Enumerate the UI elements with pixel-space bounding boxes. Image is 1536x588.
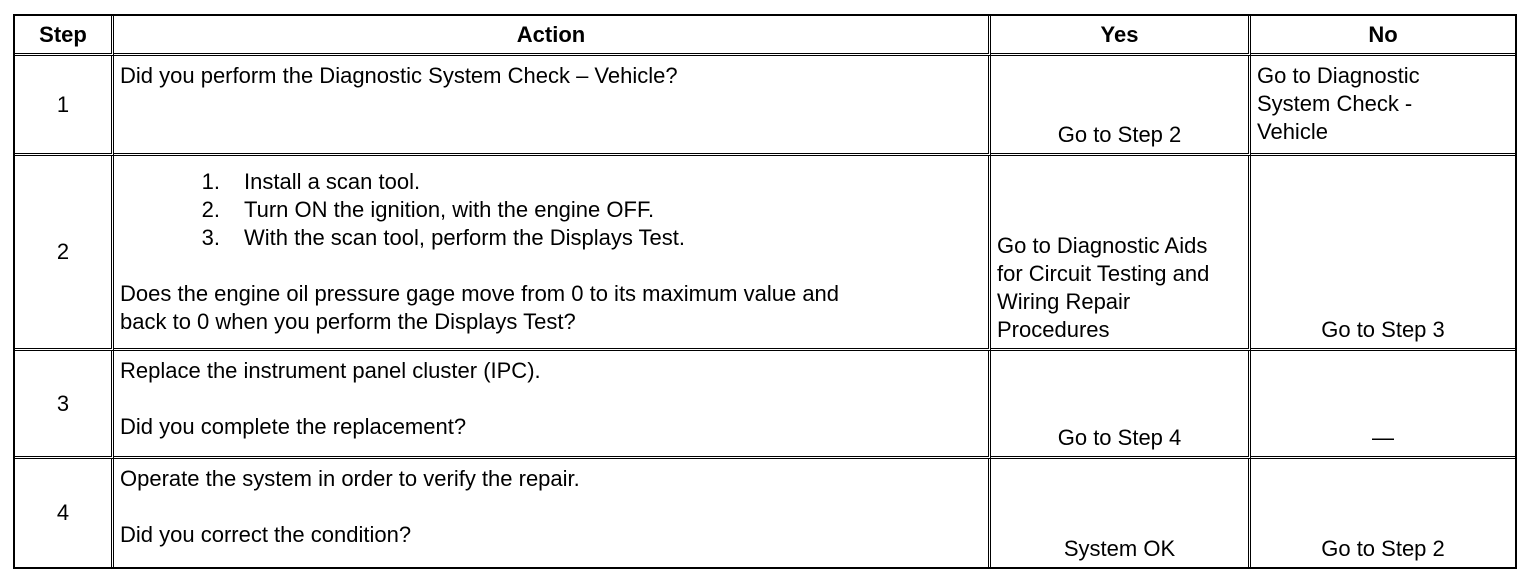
- yes-result-line: Wiring Repair: [997, 289, 1131, 314]
- spacer: [120, 252, 982, 280]
- list-item-number: 3.: [201, 225, 220, 250]
- action-cell: [114, 156, 991, 351]
- yes-result: Go to Step 2: [1057, 122, 1182, 147]
- no-result: Go to Step 2: [1321, 536, 1445, 561]
- no-result-line: Go to Diagnostic: [1257, 63, 1420, 88]
- diagnostic-table: [13, 14, 1517, 569]
- yes-result: Go to Step 4: [1057, 425, 1182, 450]
- yes-result-line: for Circuit Testing and: [997, 261, 1210, 286]
- no-result: [1257, 62, 1511, 146]
- action-question: Did you complete the replacement?: [120, 414, 467, 439]
- action-question-line: Does the engine oil pressure gage move from 0 to its maximum value and: [120, 281, 840, 306]
- action-cell: [114, 459, 991, 567]
- list-item: [120, 224, 982, 252]
- no-cell: [1251, 56, 1515, 156]
- header-yes: Yes: [991, 16, 1251, 56]
- table-row-step-2: [15, 156, 1515, 351]
- table-row-step-4: [15, 459, 1515, 567]
- list-item-text: Turn ON the ignition, with the engine OFF.: [244, 197, 655, 222]
- header-no: No: [1251, 16, 1515, 56]
- list-item-number: 2.: [201, 197, 220, 222]
- action-instruction: Operate the system in order to verify the repair.: [120, 466, 580, 491]
- no-result: —: [1372, 425, 1394, 450]
- list-item: [120, 196, 982, 224]
- table-row-step-3: [15, 351, 1515, 459]
- list-item-number: 1.: [201, 169, 220, 194]
- header-row: [15, 16, 1515, 56]
- action-question-line: back to 0 when you perform the Displays Test?: [120, 309, 576, 334]
- list-item-text: With the scan tool, perform the Displays Test.: [244, 225, 685, 250]
- step-number: 3: [15, 351, 114, 459]
- yes-cell: [991, 351, 1251, 459]
- no-cell: [1251, 351, 1515, 459]
- action-steps-list: [120, 168, 982, 252]
- yes-result: [997, 232, 1244, 344]
- table-row-step-1: [15, 56, 1515, 156]
- header-action: Action: [114, 16, 991, 56]
- list-item-text: Install a scan tool.: [244, 169, 421, 194]
- yes-result: System OK: [1063, 536, 1176, 561]
- action-instruction: Replace the instrument panel cluster (IPC).: [120, 358, 541, 383]
- spacer: [120, 385, 982, 413]
- yes-cell: [991, 459, 1251, 567]
- no-cell: [1251, 459, 1515, 567]
- action-question: Did you correct the condition?: [120, 522, 412, 547]
- no-result-line: Vehicle: [1257, 119, 1328, 144]
- yes-result-line: Procedures: [997, 317, 1110, 342]
- no-result-line: System Check -: [1257, 91, 1413, 116]
- step-number: 4: [15, 459, 114, 567]
- step-number: 2: [15, 156, 114, 351]
- step-number: 1: [15, 56, 114, 156]
- spacer: [120, 493, 982, 521]
- header-step: Step: [15, 16, 114, 56]
- action-question: Did you perform the Diagnostic System Check – Vehicle?: [120, 63, 678, 88]
- action-cell: [114, 56, 991, 156]
- yes-cell: [991, 56, 1251, 156]
- yes-cell: [991, 156, 1251, 351]
- no-result: Go to Step 3: [1321, 317, 1445, 342]
- diagnostic-table-container: [13, 14, 1517, 569]
- no-cell: [1251, 156, 1515, 351]
- action-cell: [114, 351, 991, 459]
- yes-result-line: Go to Diagnostic Aids: [997, 233, 1208, 258]
- list-item: [120, 168, 982, 196]
